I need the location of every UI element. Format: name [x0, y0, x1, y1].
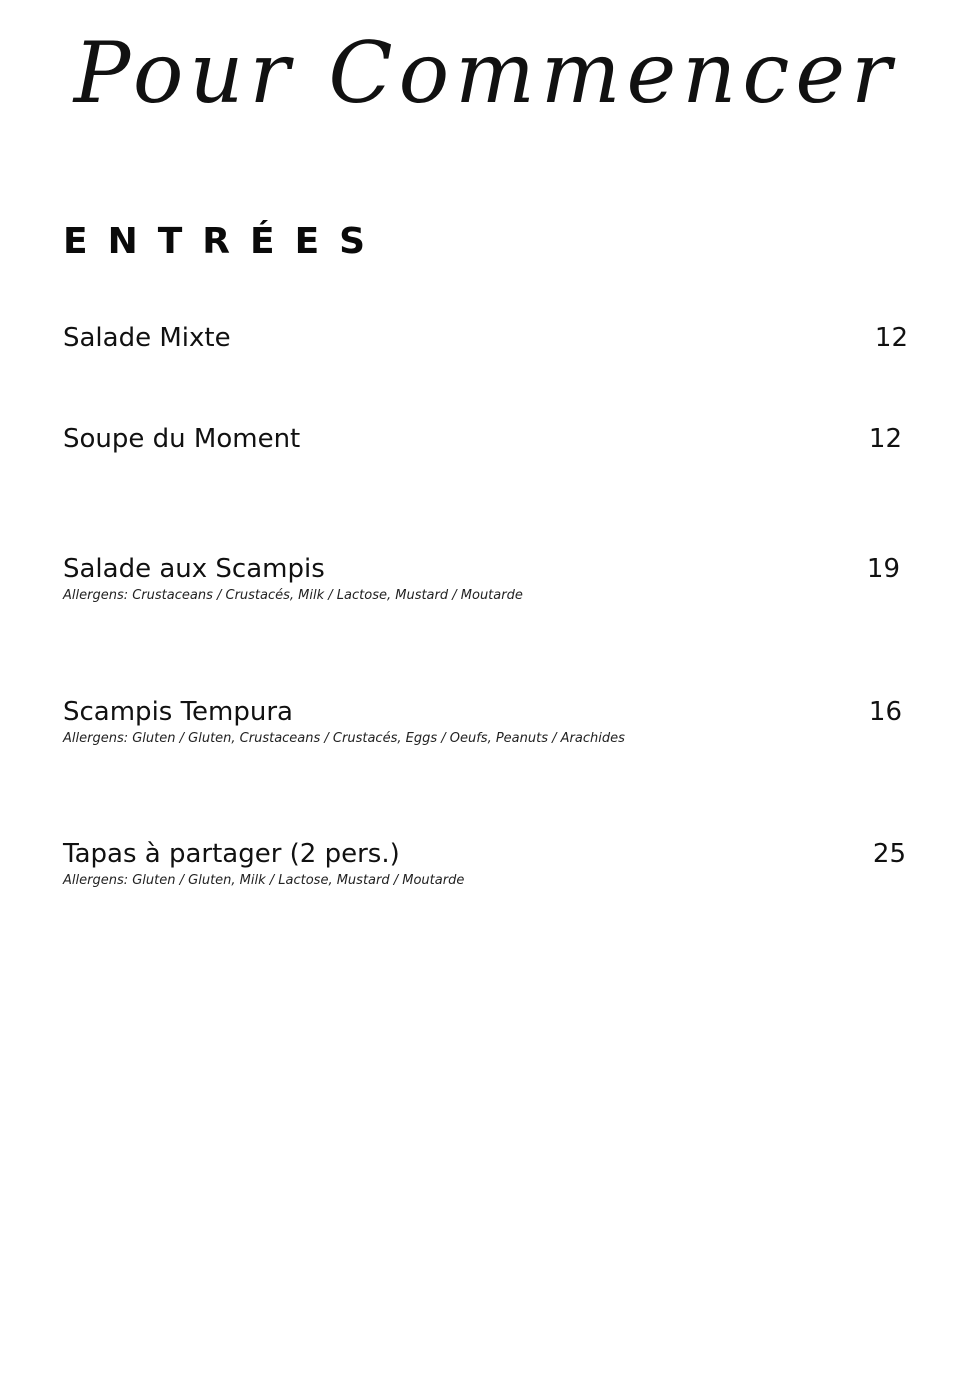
- menu-item-price: 12: [868, 424, 902, 454]
- menu-item-allergens: Allergens: Crustaceans / Crustacés, Milk / Lactose, Mustard / Moutarde: [63, 588, 523, 603]
- section-heading: ENTRÉES: [63, 221, 386, 262]
- menu-item-name: Salade aux Scampis: [63, 554, 325, 584]
- menu-item-name: Salade Mixte: [63, 323, 231, 353]
- menu-item-name: Tapas à partager (2 pers.): [63, 839, 400, 869]
- menu-item-allergens: Allergens: Gluten / Gluten, Crustaceans / Crustacés, Eggs / Oeufs, Peanuts / Arachides: [63, 731, 625, 746]
- menu-item-price: 12: [874, 323, 908, 353]
- menu-item-price: 25: [872, 839, 906, 869]
- menu-item-name: Scampis Tempura: [63, 697, 293, 727]
- menu-item-price: 16: [868, 697, 902, 727]
- menu-item-name: Soupe du Moment: [63, 424, 301, 454]
- menu-item-allergens: Allergens: Gluten / Gluten, Milk / Lactose, Mustard / Moutarde: [63, 873, 465, 888]
- menu-item-price: 19: [866, 554, 900, 584]
- page-title: Pour Commencer: [73, 24, 898, 122]
